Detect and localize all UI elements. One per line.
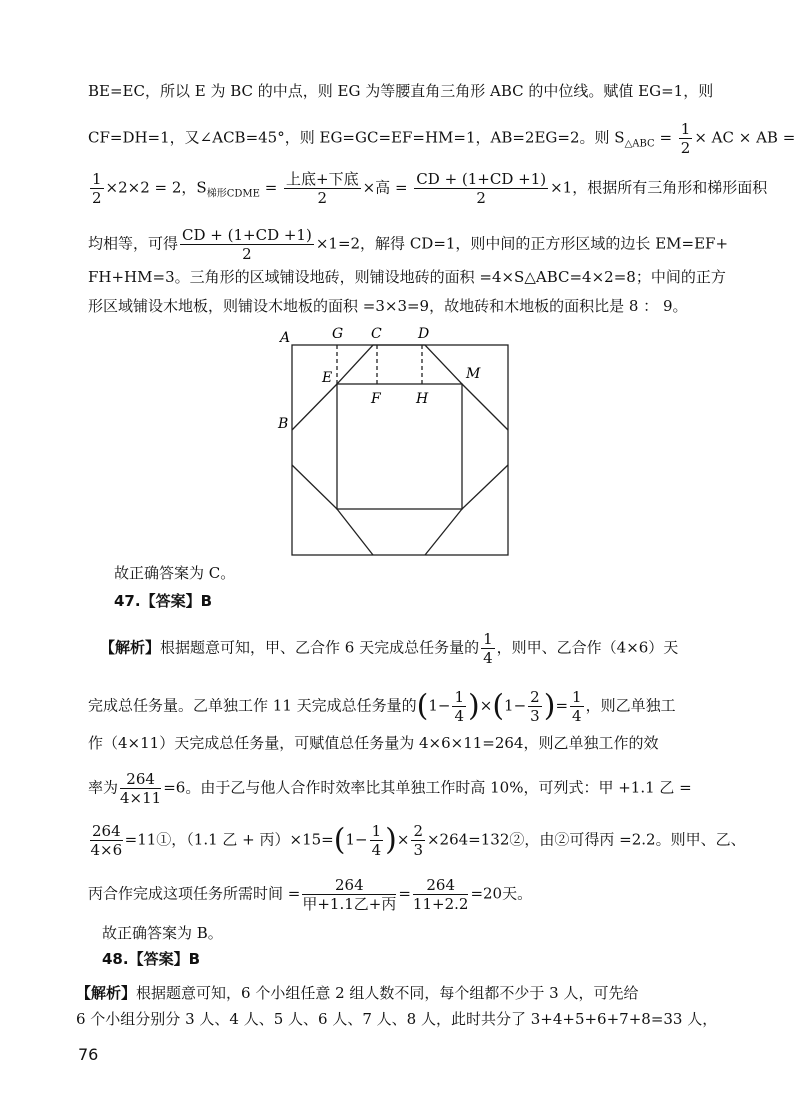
top-trapezoid bbox=[337, 345, 462, 384]
text-line: 形区域铺设木地板，则铺设木地板的面积 =3×3=9，故地砖和木地板的面积比是 8 ： 9。 bbox=[88, 297, 688, 315]
fraction: $\frac{1}{4}$ bbox=[371, 822, 382, 859]
text-run: ，则乙单独工 bbox=[585, 696, 676, 715]
text-run: CF=DH=1，又∠ACB=45°，则 EG=GC=EF=HM=1，AB=2EG=2。则 S bbox=[88, 128, 625, 147]
analysis-label: 【解析】 bbox=[100, 638, 161, 657]
bottom-right-diagonal bbox=[425, 509, 462, 555]
fraction: $\frac{1}{4}$ bbox=[572, 688, 582, 725]
label-f: F bbox=[371, 391, 381, 407]
text-line bbox=[88, 226, 728, 263]
fraction: $\frac{264}{11+2.2}$ bbox=[412, 876, 469, 913]
answer-47-heading: 47.【答案】B bbox=[114, 592, 213, 610]
bottom-left-diagonal bbox=[337, 509, 373, 555]
text-run: ，则甲、乙合作（4×6）天 bbox=[496, 638, 679, 657]
text-run: 均相等，可得 bbox=[88, 234, 179, 253]
answer-48-heading: 48.【答案】B bbox=[102, 950, 201, 968]
label-e: E bbox=[322, 370, 333, 386]
fraction: $\frac{264}{4\times 11}$ bbox=[120, 770, 162, 807]
text-run: 丙合作完成这项任务所需时间 = bbox=[88, 884, 301, 903]
geometry-figure bbox=[270, 325, 530, 560]
right-bottom-diagonal bbox=[462, 465, 508, 509]
fraction: $\frac{CD + (1+CD +1)}{2}$ bbox=[182, 226, 312, 263]
label-c: C bbox=[371, 326, 382, 342]
text-run: 根据题意可知，6 个小组任意 2 组人数不同，每个组都不少于 3 人，可先给 bbox=[136, 984, 639, 1002]
fraction: $\frac{2}{3}$ bbox=[413, 822, 423, 859]
text-run: =6。由于乙与他人合作时效率比其单独工作时高 10%，可列式：甲 +1.1 乙 = bbox=[163, 778, 692, 797]
right-top-diagonal bbox=[462, 384, 508, 430]
text-line: 完成总任务量。乙单独工作 11 天完成总任务量的(1− $\frac{1}{4}$ )×(1− $\frac{2}{3}$ )= $\frac{1}{4}$ ，则乙单独工 bbox=[88, 688, 676, 725]
fraction: $\frac{CD + (1+CD +1)}{2}$ bbox=[416, 170, 547, 207]
text-run: ×264=132②，由②可得丙 =2.2。则甲、乙、 bbox=[426, 830, 746, 849]
fraction: $\frac{\text{上底+下底}}{2}$ bbox=[286, 170, 359, 207]
text-run: 率为 bbox=[88, 778, 119, 797]
subscript: 梯形CDME bbox=[206, 188, 260, 200]
text-line bbox=[76, 982, 639, 1004]
label-m: M bbox=[466, 366, 481, 382]
fraction: $\frac{1}{4}$ bbox=[454, 688, 465, 725]
fraction: $\frac{264}{\text{甲+1.1乙+丙}}$ bbox=[302, 876, 397, 913]
text-line: 丙合作完成这项任务所需时间 = $\frac{264}{\text{甲+1.1乙+丙}}$ = $\frac{264}{11+2.2}$ =20天。 bbox=[88, 876, 533, 913]
conclusion-47: 故正确答案为 B。 bbox=[102, 924, 223, 942]
inner-square bbox=[337, 384, 462, 509]
fraction: $\frac{264}{4\times 6}$ bbox=[90, 822, 123, 859]
text-line bbox=[88, 120, 795, 157]
analysis-label: 【解析】 bbox=[76, 984, 137, 1002]
text-line: BE=EC，所以 E 为 BC 的中点，则 EG 为等腰直角三角形 ABC 的中位线。赋值 EG=1，则 bbox=[88, 82, 714, 100]
fraction: $\frac{1}{2}$ bbox=[680, 120, 691, 157]
text-run: 完成总任务量。乙单独工作 11 天完成总任务量的 bbox=[88, 696, 417, 715]
text-run: = bbox=[654, 128, 677, 147]
label-g: G bbox=[332, 326, 344, 342]
text-line: FH+HM=3。三角形的区域铺设地砖，则铺设地砖的面积 =4×S△ABC=4×2=8；中间的正方 bbox=[88, 268, 726, 286]
fraction: $\frac{1}{2}$ bbox=[92, 170, 102, 207]
text-run: =11①，（1.1 乙 + 丙）×15= bbox=[124, 830, 334, 849]
text-run: ×1=2，解得 CD=1，则中间的正方形区域的边长 EM=EF+ bbox=[315, 234, 729, 253]
text-line bbox=[88, 170, 767, 207]
subscript: △ABC bbox=[624, 138, 655, 150]
text-line bbox=[100, 630, 678, 667]
text-run: 根据题意可知，甲、乙合作 6 天完成总任务量的 bbox=[160, 638, 480, 657]
text-line: $\frac{264}{4\times 6}$ =11①，（1.1 乙 + 丙）×15=(1− $\frac{1}{4}$ )× $\frac{2}{3}$ ×264=132②，由②可得丙 =2.2。则甲、乙、 bbox=[90, 822, 746, 859]
text-run: ×高 = bbox=[362, 178, 413, 197]
text-run: = bbox=[259, 178, 283, 197]
page-number: 76 bbox=[78, 1045, 99, 1064]
fraction: $\frac{2}{3}$ bbox=[530, 688, 540, 725]
label-a: A bbox=[280, 330, 291, 346]
fraction: $\frac{1}{4}$ bbox=[483, 630, 493, 667]
label-b: B bbox=[278, 416, 289, 432]
text-run: ×1，根据所有三角形和梯形面积 bbox=[550, 178, 768, 197]
text-run: × AC × AB = bbox=[694, 128, 796, 147]
left-bottom-diagonal bbox=[292, 465, 337, 509]
text-run: =20天。 bbox=[470, 884, 533, 903]
label-d: D bbox=[418, 326, 430, 342]
text-line: 作（4×11）天完成总任务量，可赋值总任务量为 4×6×11=264，则乙单独工作的效 bbox=[88, 734, 659, 752]
label-h: H bbox=[416, 391, 429, 407]
conclusion-46: 故正确答案为 C。 bbox=[114, 564, 236, 582]
text-line: 6 个小组分别分 3 人、4 人、5 人、6 人、7 人、8 人，此时共分了 3+4+5+6+7+8=33 人， bbox=[76, 1010, 718, 1028]
left-top-diagonal bbox=[292, 384, 337, 430]
text-run: ×2×2 = 2，S bbox=[105, 178, 207, 197]
text-line bbox=[88, 770, 692, 807]
